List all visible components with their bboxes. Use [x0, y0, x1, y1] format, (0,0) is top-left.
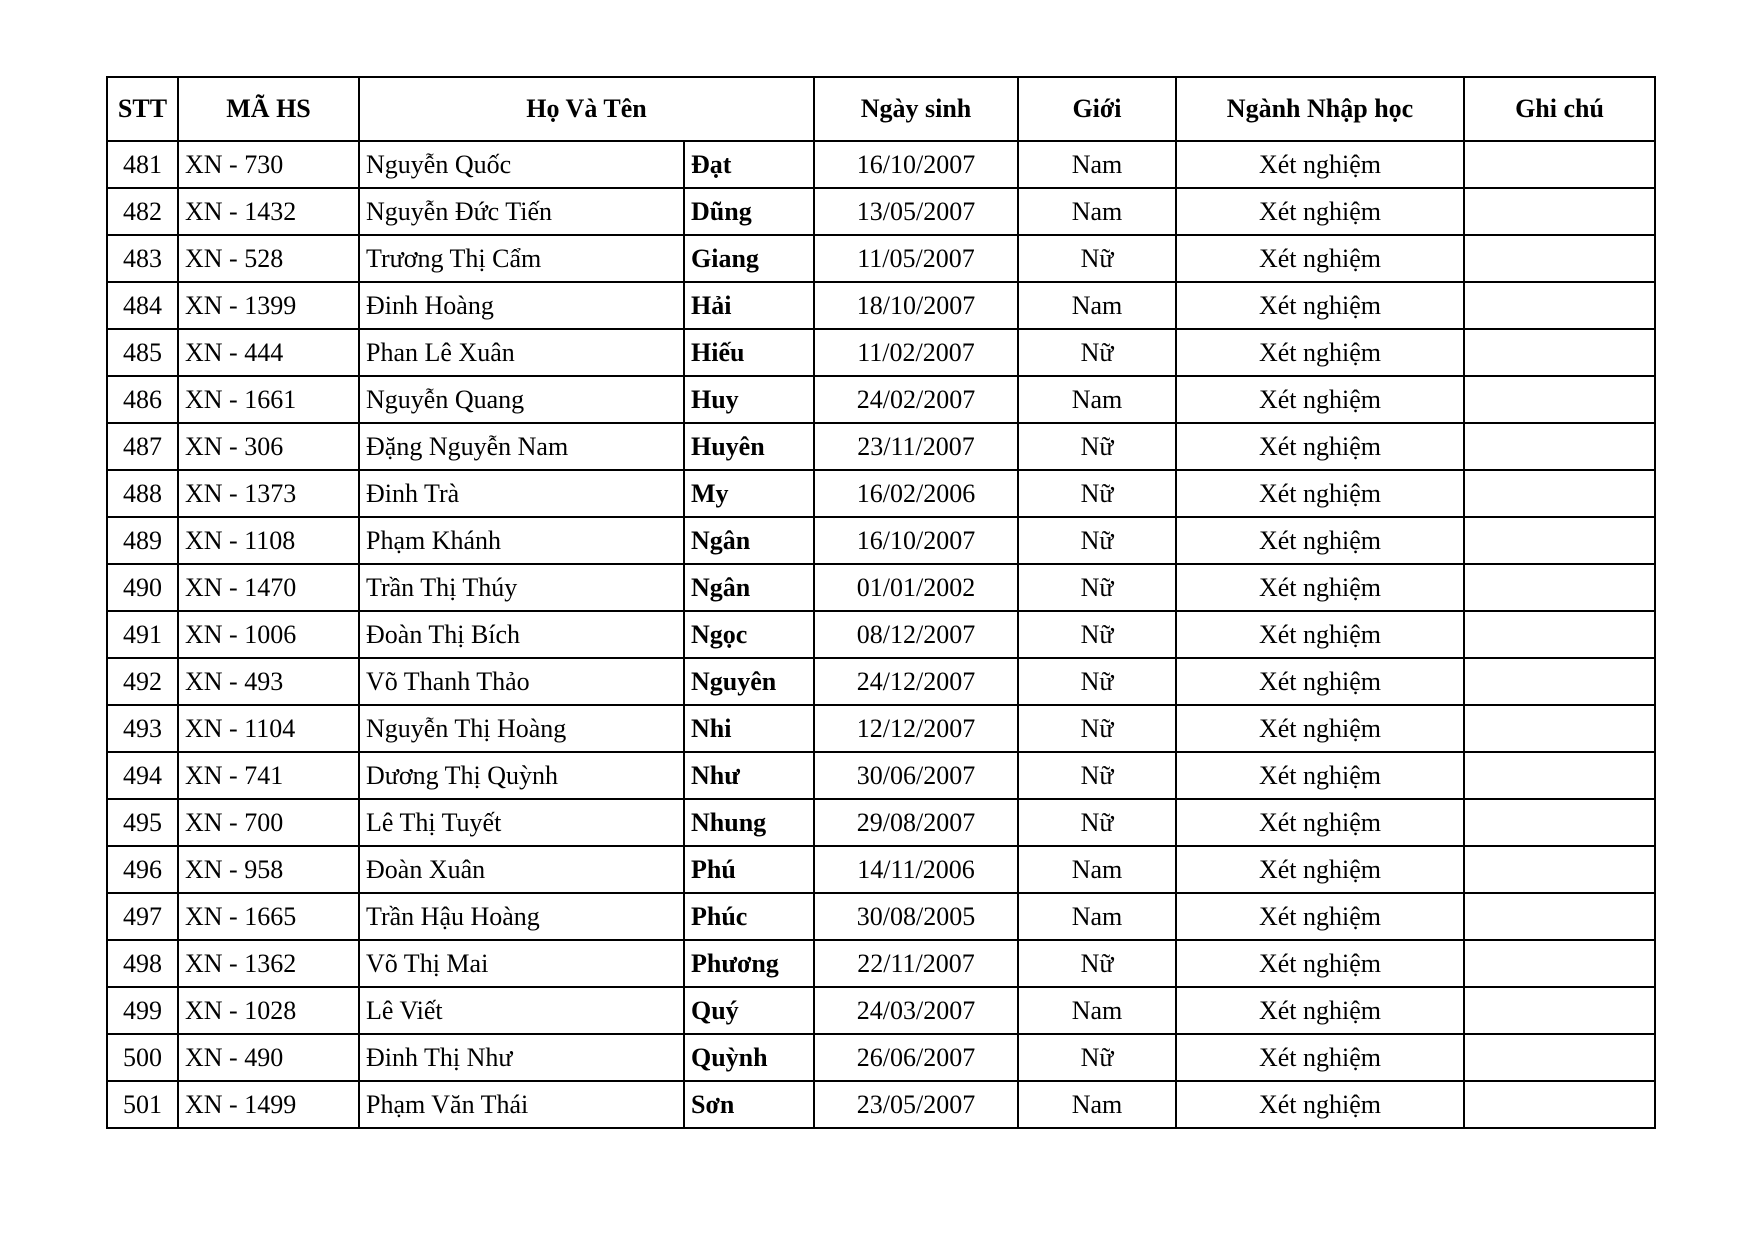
table-row — [107, 940, 1655, 987]
cell-stt: 498 — [107, 940, 178, 987]
cell-gender: Nam — [1018, 188, 1176, 235]
cell-date-of-birth: 23/11/2007 — [814, 423, 1018, 470]
cell-note — [1464, 752, 1655, 799]
cell-stt: 488 — [107, 470, 178, 517]
cell-student-code: XN - 493 — [178, 658, 359, 705]
cell-date-of-birth: 18/10/2007 — [814, 282, 1018, 329]
cell-first-names: Đinh Trà — [359, 470, 684, 517]
cell-note — [1464, 517, 1655, 564]
cell-first-names: Nguyễn Quốc — [359, 141, 684, 188]
cell-stt: 483 — [107, 235, 178, 282]
cell-given-name: Nhi — [684, 705, 814, 752]
cell-first-names: Đinh Thị Như — [359, 1034, 684, 1081]
cell-given-name: Ngân — [684, 517, 814, 564]
cell-given-name: Giang — [684, 235, 814, 282]
cell-note — [1464, 1081, 1655, 1128]
cell-student-code: XN - 730 — [178, 141, 359, 188]
header-major: Ngành Nhập học — [1176, 77, 1464, 141]
table-row — [107, 611, 1655, 658]
cell-first-names: Võ Thị Mai — [359, 940, 684, 987]
table-row — [107, 470, 1655, 517]
roster-body — [107, 141, 1655, 1128]
cell-given-name: Nguyên — [684, 658, 814, 705]
cell-major: Xét nghiệm — [1176, 282, 1464, 329]
cell-date-of-birth: 11/05/2007 — [814, 235, 1018, 282]
cell-first-names: Lê Viết — [359, 987, 684, 1034]
cell-note — [1464, 376, 1655, 423]
header-date-of-birth: Ngày sinh — [814, 77, 1018, 141]
cell-given-name: Dũng — [684, 188, 814, 235]
table-row — [107, 188, 1655, 235]
cell-first-names: Nguyễn Thị Hoàng — [359, 705, 684, 752]
table-row — [107, 705, 1655, 752]
cell-gender: Nữ — [1018, 611, 1176, 658]
cell-first-names: Trần Thị Thúy — [359, 564, 684, 611]
table-row — [107, 564, 1655, 611]
cell-gender: Nữ — [1018, 799, 1176, 846]
cell-student-code: XN - 1006 — [178, 611, 359, 658]
cell-note — [1464, 1034, 1655, 1081]
cell-gender: Nam — [1018, 1081, 1176, 1128]
cell-gender: Nữ — [1018, 470, 1176, 517]
cell-given-name: Phúc — [684, 893, 814, 940]
cell-student-code: XN - 1399 — [178, 282, 359, 329]
cell-major: Xét nghiệm — [1176, 1081, 1464, 1128]
cell-date-of-birth: 08/12/2007 — [814, 611, 1018, 658]
cell-stt: 492 — [107, 658, 178, 705]
cell-student-code: XN - 1104 — [178, 705, 359, 752]
cell-note — [1464, 658, 1655, 705]
cell-first-names: Phan Lê Xuân — [359, 329, 684, 376]
cell-gender: Nữ — [1018, 705, 1176, 752]
table-row — [107, 1034, 1655, 1081]
cell-note — [1464, 893, 1655, 940]
cell-first-names: Lê Thị Tuyết — [359, 799, 684, 846]
table-row — [107, 846, 1655, 893]
cell-major: Xét nghiệm — [1176, 705, 1464, 752]
cell-major: Xét nghiệm — [1176, 752, 1464, 799]
cell-gender: Nam — [1018, 846, 1176, 893]
cell-major: Xét nghiệm — [1176, 188, 1464, 235]
cell-note — [1464, 940, 1655, 987]
cell-student-code: XN - 444 — [178, 329, 359, 376]
cell-first-names: Dương Thị Quỳnh — [359, 752, 684, 799]
cell-date-of-birth: 16/02/2006 — [814, 470, 1018, 517]
cell-student-code: XN - 1665 — [178, 893, 359, 940]
cell-stt: 491 — [107, 611, 178, 658]
cell-major: Xét nghiệm — [1176, 611, 1464, 658]
table-row — [107, 658, 1655, 705]
cell-given-name: Như — [684, 752, 814, 799]
cell-student-code: XN - 1362 — [178, 940, 359, 987]
table-row — [107, 376, 1655, 423]
cell-given-name: Ngân — [684, 564, 814, 611]
cell-student-code: XN - 528 — [178, 235, 359, 282]
cell-note — [1464, 329, 1655, 376]
cell-stt: 500 — [107, 1034, 178, 1081]
cell-given-name: Hiếu — [684, 329, 814, 376]
cell-first-names: Nguyễn Quang — [359, 376, 684, 423]
cell-stt: 494 — [107, 752, 178, 799]
cell-given-name: Huy — [684, 376, 814, 423]
cell-note — [1464, 141, 1655, 188]
cell-student-code: XN - 1028 — [178, 987, 359, 1034]
table-row — [107, 1081, 1655, 1128]
cell-note — [1464, 799, 1655, 846]
cell-date-of-birth: 30/08/2005 — [814, 893, 1018, 940]
cell-student-code: XN - 741 — [178, 752, 359, 799]
cell-note — [1464, 470, 1655, 517]
student-roster-table — [106, 76, 1656, 1129]
cell-first-names: Phạm Khánh — [359, 517, 684, 564]
cell-given-name: Quý — [684, 987, 814, 1034]
cell-major: Xét nghiệm — [1176, 329, 1464, 376]
table-row — [107, 329, 1655, 376]
cell-gender: Nữ — [1018, 423, 1176, 470]
header-note: Ghi chú — [1464, 77, 1655, 141]
cell-student-code: XN - 306 — [178, 423, 359, 470]
cell-major: Xét nghiệm — [1176, 376, 1464, 423]
cell-date-of-birth: 22/11/2007 — [814, 940, 1018, 987]
table-row — [107, 799, 1655, 846]
cell-major: Xét nghiệm — [1176, 517, 1464, 564]
cell-first-names: Nguyễn Đức Tiến — [359, 188, 684, 235]
cell-given-name: Sơn — [684, 1081, 814, 1128]
cell-stt: 493 — [107, 705, 178, 752]
table-row — [107, 282, 1655, 329]
cell-note — [1464, 188, 1655, 235]
cell-note — [1464, 235, 1655, 282]
cell-date-of-birth: 30/06/2007 — [814, 752, 1018, 799]
cell-major: Xét nghiệm — [1176, 893, 1464, 940]
cell-first-names: Trương Thị Cẩm — [359, 235, 684, 282]
cell-student-code: XN - 1432 — [178, 188, 359, 235]
cell-gender: Nam — [1018, 141, 1176, 188]
cell-first-names: Phạm Văn Thái — [359, 1081, 684, 1128]
cell-note — [1464, 282, 1655, 329]
cell-date-of-birth: 24/12/2007 — [814, 658, 1018, 705]
cell-gender: Nam — [1018, 376, 1176, 423]
cell-stt: 499 — [107, 987, 178, 1034]
cell-note — [1464, 846, 1655, 893]
cell-student-code: XN - 1373 — [178, 470, 359, 517]
cell-given-name: Hải — [684, 282, 814, 329]
cell-major: Xét nghiệm — [1176, 1034, 1464, 1081]
cell-gender: Nữ — [1018, 517, 1176, 564]
header-row — [107, 77, 1655, 141]
cell-stt: 481 — [107, 141, 178, 188]
cell-gender: Nữ — [1018, 564, 1176, 611]
cell-student-code: XN - 1108 — [178, 517, 359, 564]
table-row — [107, 235, 1655, 282]
cell-student-code: XN - 700 — [178, 799, 359, 846]
cell-gender: Nữ — [1018, 1034, 1176, 1081]
cell-stt: 497 — [107, 893, 178, 940]
table-row — [107, 987, 1655, 1034]
cell-given-name: Quỳnh — [684, 1034, 814, 1081]
cell-date-of-birth: 16/10/2007 — [814, 517, 1018, 564]
cell-given-name: Đạt — [684, 141, 814, 188]
cell-first-names: Đoàn Thị Bích — [359, 611, 684, 658]
cell-stt: 485 — [107, 329, 178, 376]
cell-major: Xét nghiệm — [1176, 235, 1464, 282]
cell-stt: 495 — [107, 799, 178, 846]
cell-major: Xét nghiệm — [1176, 564, 1464, 611]
cell-given-name: Huyên — [684, 423, 814, 470]
cell-given-name: Nhung — [684, 799, 814, 846]
cell-note — [1464, 987, 1655, 1034]
cell-date-of-birth: 14/11/2006 — [814, 846, 1018, 893]
cell-stt: 490 — [107, 564, 178, 611]
cell-gender: Nữ — [1018, 658, 1176, 705]
cell-first-names: Đoàn Xuân — [359, 846, 684, 893]
table-row — [107, 893, 1655, 940]
cell-date-of-birth: 23/05/2007 — [814, 1081, 1018, 1128]
cell-note — [1464, 611, 1655, 658]
cell-major: Xét nghiệm — [1176, 658, 1464, 705]
cell-stt: 489 — [107, 517, 178, 564]
header-full-name: Họ Và Tên — [359, 77, 814, 141]
cell-stt: 484 — [107, 282, 178, 329]
cell-gender: Nam — [1018, 893, 1176, 940]
header-gender: Giới — [1018, 77, 1176, 141]
cell-stt: 501 — [107, 1081, 178, 1128]
cell-gender: Nữ — [1018, 940, 1176, 987]
cell-date-of-birth: 16/10/2007 — [814, 141, 1018, 188]
cell-student-code: XN - 490 — [178, 1034, 359, 1081]
cell-first-names: Trần Hậu Hoàng — [359, 893, 684, 940]
cell-major: Xét nghiệm — [1176, 940, 1464, 987]
cell-gender: Nam — [1018, 987, 1176, 1034]
cell-first-names: Võ Thanh Thảo — [359, 658, 684, 705]
cell-major: Xét nghiệm — [1176, 470, 1464, 517]
cell-date-of-birth: 24/03/2007 — [814, 987, 1018, 1034]
cell-stt: 496 — [107, 846, 178, 893]
cell-student-code: XN - 958 — [178, 846, 359, 893]
cell-major: Xét nghiệm — [1176, 799, 1464, 846]
cell-given-name: My — [684, 470, 814, 517]
cell-first-names: Đặng Nguyễn Nam — [359, 423, 684, 470]
cell-date-of-birth: 29/08/2007 — [814, 799, 1018, 846]
cell-note — [1464, 423, 1655, 470]
cell-student-code: XN - 1499 — [178, 1081, 359, 1128]
cell-gender: Nữ — [1018, 752, 1176, 799]
cell-major: Xét nghiệm — [1176, 846, 1464, 893]
cell-given-name: Phương — [684, 940, 814, 987]
cell-stt: 482 — [107, 188, 178, 235]
cell-major: Xét nghiệm — [1176, 423, 1464, 470]
cell-student-code: XN - 1470 — [178, 564, 359, 611]
table-row — [107, 141, 1655, 188]
cell-first-names: Đinh Hoàng — [359, 282, 684, 329]
table-row — [107, 517, 1655, 564]
cell-note — [1464, 705, 1655, 752]
cell-date-of-birth: 12/12/2007 — [814, 705, 1018, 752]
cell-stt: 487 — [107, 423, 178, 470]
cell-note — [1464, 564, 1655, 611]
cell-date-of-birth: 13/05/2007 — [814, 188, 1018, 235]
header-code: MÃ HS — [178, 77, 359, 141]
cell-gender: Nữ — [1018, 329, 1176, 376]
table-row — [107, 752, 1655, 799]
cell-gender: Nữ — [1018, 235, 1176, 282]
cell-date-of-birth: 24/02/2007 — [814, 376, 1018, 423]
cell-date-of-birth: 11/02/2007 — [814, 329, 1018, 376]
cell-date-of-birth: 26/06/2007 — [814, 1034, 1018, 1081]
table-row — [107, 423, 1655, 470]
cell-date-of-birth: 01/01/2002 — [814, 564, 1018, 611]
cell-given-name: Ngọc — [684, 611, 814, 658]
cell-major: Xét nghiệm — [1176, 987, 1464, 1034]
cell-given-name: Phú — [684, 846, 814, 893]
cell-gender: Nam — [1018, 282, 1176, 329]
cell-major: Xét nghiệm — [1176, 141, 1464, 188]
header-stt: STT — [107, 77, 178, 141]
cell-student-code: XN - 1661 — [178, 376, 359, 423]
cell-stt: 486 — [107, 376, 178, 423]
